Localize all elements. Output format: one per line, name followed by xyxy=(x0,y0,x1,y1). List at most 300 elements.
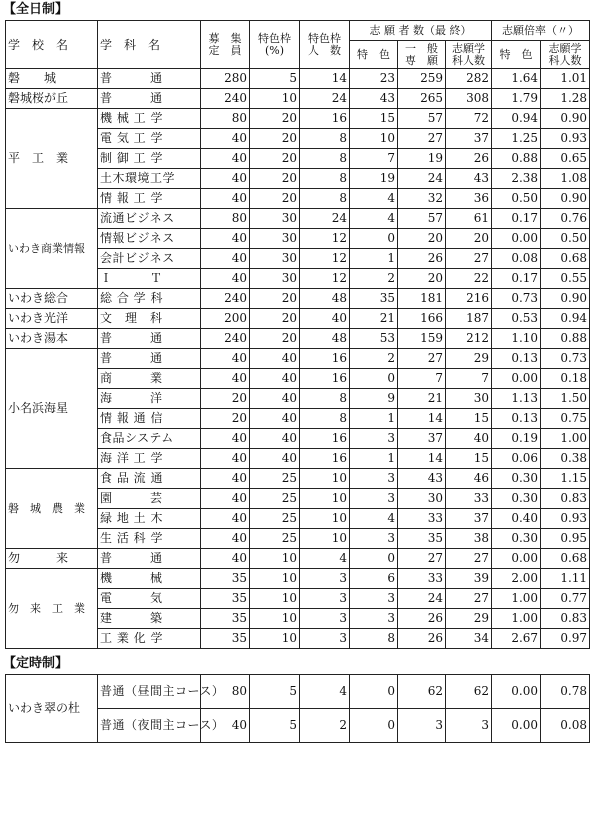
ratio-dept-cell: 0.50 xyxy=(541,229,590,249)
app-general-cell: 26 xyxy=(398,249,446,269)
special-count-cell: 8 xyxy=(300,409,350,429)
ratio-dept-cell: 1.28 xyxy=(541,89,590,109)
header-special-count: 特色枠 人 数 xyxy=(300,21,350,69)
app-special-cell: 23 xyxy=(350,69,398,89)
table-row xyxy=(6,469,590,489)
department-cell: 食品システム xyxy=(98,429,201,449)
app-general-cell: 35 xyxy=(398,529,446,549)
header-ratio-dept: 志願学 科人数 xyxy=(541,41,590,69)
app-general-cell: 57 xyxy=(398,209,446,229)
table-row xyxy=(6,209,590,229)
app-general-cell: 57 xyxy=(398,109,446,129)
special-count-cell: 2 xyxy=(300,709,350,743)
app-dept-cell: 46 xyxy=(446,469,492,489)
ratio-special-cell: 0.00 xyxy=(492,675,541,709)
ratio-dept-cell: 0.18 xyxy=(541,369,590,389)
department-cell: 情 報 工 学 xyxy=(98,189,201,209)
app-dept-cell: 15 xyxy=(446,449,492,469)
app-special-cell: 35 xyxy=(350,289,398,309)
ratio-special-cell: 1.79 xyxy=(492,89,541,109)
quota-cell: 40 xyxy=(201,529,250,549)
special-pct-cell: 40 xyxy=(250,369,300,389)
app-special-cell: 43 xyxy=(350,89,398,109)
app-general-cell: 7 xyxy=(398,369,446,389)
app-general-cell: 37 xyxy=(398,429,446,449)
special-count-cell: 24 xyxy=(300,89,350,109)
ratio-dept-cell: 0.90 xyxy=(541,109,590,129)
header-app-special: 特 色 xyxy=(350,41,398,69)
special-pct-cell: 10 xyxy=(250,609,300,629)
table-row xyxy=(6,329,590,349)
table-row xyxy=(6,675,590,709)
department-cell: 普 通 xyxy=(98,69,201,89)
quota-cell: 240 xyxy=(201,329,250,349)
app-dept-cell: 216 xyxy=(446,289,492,309)
school-name: 勿 来 xyxy=(6,549,98,569)
special-pct-cell: 5 xyxy=(250,675,300,709)
special-pct-cell: 25 xyxy=(250,489,300,509)
special-count-cell: 10 xyxy=(300,529,350,549)
special-pct-cell: 5 xyxy=(250,69,300,89)
app-general-cell: 32 xyxy=(398,189,446,209)
special-pct-cell: 10 xyxy=(250,569,300,589)
ratio-special-cell: 1.64 xyxy=(492,69,541,89)
special-pct-cell: 25 xyxy=(250,509,300,529)
app-special-cell: 0 xyxy=(350,229,398,249)
ratio-dept-cell: 0.78 xyxy=(541,675,590,709)
app-general-cell: 14 xyxy=(398,449,446,469)
ratio-special-cell: 0.30 xyxy=(492,489,541,509)
department-cell: 普 通 xyxy=(98,89,201,109)
special-count-cell: 8 xyxy=(300,169,350,189)
special-count-cell: 14 xyxy=(300,69,350,89)
department-cell: 普 通 xyxy=(98,549,201,569)
app-special-cell: 9 xyxy=(350,389,398,409)
special-count-cell: 3 xyxy=(300,609,350,629)
teiji-table xyxy=(5,674,590,743)
app-dept-cell: 27 xyxy=(446,249,492,269)
ratio-dept-cell: 0.83 xyxy=(541,609,590,629)
special-count-cell: 8 xyxy=(300,129,350,149)
ratio-special-cell: 1.10 xyxy=(492,329,541,349)
ratio-special-cell: 0.30 xyxy=(492,529,541,549)
school-name: 平 工 業 xyxy=(6,109,98,209)
app-special-cell: 3 xyxy=(350,589,398,609)
special-count-cell: 3 xyxy=(300,629,350,649)
ratio-special-cell: 0.40 xyxy=(492,509,541,529)
quota-cell: 80 xyxy=(201,209,250,229)
department-cell: 食 品 流 通 xyxy=(98,469,201,489)
department-cell: 機 械 xyxy=(98,569,201,589)
department-cell: 普 通 xyxy=(98,349,201,369)
app-special-cell: 2 xyxy=(350,269,398,289)
special-pct-cell: 40 xyxy=(250,349,300,369)
header-ratio-special: 特 色 xyxy=(492,41,541,69)
app-general-cell: 27 xyxy=(398,349,446,369)
quota-cell: 40 xyxy=(201,189,250,209)
table-row xyxy=(6,289,590,309)
department-cell: 情報ビジネス xyxy=(98,229,201,249)
special-pct-cell: 10 xyxy=(250,629,300,649)
ratio-special-cell: 0.17 xyxy=(492,269,541,289)
school-name: いわき総合 xyxy=(6,289,98,309)
special-count-cell: 3 xyxy=(300,569,350,589)
quota-cell: 40 xyxy=(201,229,250,249)
quota-cell: 200 xyxy=(201,309,250,329)
special-count-cell: 16 xyxy=(300,429,350,449)
quota-cell: 240 xyxy=(201,289,250,309)
teiji-body xyxy=(6,675,590,743)
ratio-dept-cell: 1.50 xyxy=(541,389,590,409)
table-row xyxy=(6,549,590,569)
app-general-cell: 24 xyxy=(398,169,446,189)
department-cell: 情 報 通 信 xyxy=(98,409,201,429)
ratio-dept-cell: 1.01 xyxy=(541,69,590,89)
ratio-dept-cell: 0.08 xyxy=(541,709,590,743)
special-pct-cell: 20 xyxy=(250,329,300,349)
quota-cell: 40 xyxy=(201,149,250,169)
app-general-cell: 33 xyxy=(398,509,446,529)
ratio-dept-cell: 0.77 xyxy=(541,589,590,609)
department-cell: 生 活 科 学 xyxy=(98,529,201,549)
app-dept-cell: 37 xyxy=(446,509,492,529)
ratio-dept-cell: 1.08 xyxy=(541,169,590,189)
special-pct-cell: 10 xyxy=(250,589,300,609)
app-special-cell: 0 xyxy=(350,549,398,569)
special-pct-cell: 20 xyxy=(250,309,300,329)
special-count-cell: 16 xyxy=(300,109,350,129)
app-special-cell: 0 xyxy=(350,675,398,709)
quota-cell: 40 xyxy=(201,249,250,269)
special-count-cell: 8 xyxy=(300,389,350,409)
app-general-cell: 166 xyxy=(398,309,446,329)
app-general-cell: 19 xyxy=(398,149,446,169)
app-special-cell: 3 xyxy=(350,529,398,549)
ratio-dept-cell: 0.97 xyxy=(541,629,590,649)
app-special-cell: 4 xyxy=(350,509,398,529)
ratio-special-cell: 0.13 xyxy=(492,349,541,369)
app-special-cell: 15 xyxy=(350,109,398,129)
app-general-cell: 14 xyxy=(398,409,446,429)
app-dept-cell: 29 xyxy=(446,609,492,629)
app-dept-cell: 15 xyxy=(446,409,492,429)
app-special-cell: 4 xyxy=(350,189,398,209)
quota-cell: 80 xyxy=(201,675,250,709)
app-dept-cell: 62 xyxy=(446,675,492,709)
special-pct-cell: 40 xyxy=(250,429,300,449)
ratio-dept-cell: 1.00 xyxy=(541,429,590,449)
app-dept-cell: 43 xyxy=(446,169,492,189)
ratio-special-cell: 0.73 xyxy=(492,289,541,309)
department-cell: 文 理 科 xyxy=(98,309,201,329)
special-pct-cell: 30 xyxy=(250,229,300,249)
quota-cell: 35 xyxy=(201,609,250,629)
quota-cell: 40 xyxy=(201,129,250,149)
ratio-dept-cell: 0.95 xyxy=(541,529,590,549)
app-special-cell: 0 xyxy=(350,709,398,743)
special-count-cell: 24 xyxy=(300,209,350,229)
quota-cell: 40 xyxy=(201,509,250,529)
department-cell: 建 築 xyxy=(98,609,201,629)
app-dept-cell: 20 xyxy=(446,229,492,249)
app-general-cell: 181 xyxy=(398,289,446,309)
department-cell: 電 気 工 学 xyxy=(98,129,201,149)
app-dept-cell: 308 xyxy=(446,89,492,109)
ratio-dept-cell: 0.90 xyxy=(541,289,590,309)
app-dept-cell: 37 xyxy=(446,129,492,149)
app-dept-cell: 22 xyxy=(446,269,492,289)
app-dept-cell: 7 xyxy=(446,369,492,389)
app-special-cell: 6 xyxy=(350,569,398,589)
special-count-cell: 48 xyxy=(300,289,350,309)
table-row xyxy=(6,69,590,89)
app-special-cell: 0 xyxy=(350,369,398,389)
zennichi-section-title: 【全日制】 xyxy=(3,2,69,17)
ratio-special-cell: 0.19 xyxy=(492,429,541,449)
special-count-cell: 8 xyxy=(300,189,350,209)
quota-cell: 280 xyxy=(201,69,250,89)
app-dept-cell: 39 xyxy=(446,569,492,589)
app-dept-cell: 61 xyxy=(446,209,492,229)
special-pct-cell: 25 xyxy=(250,469,300,489)
app-special-cell: 53 xyxy=(350,329,398,349)
quota-cell: 240 xyxy=(201,89,250,109)
table-row xyxy=(6,309,590,329)
ratio-special-cell: 2.00 xyxy=(492,569,541,589)
ratio-special-cell: 2.67 xyxy=(492,629,541,649)
app-special-cell: 8 xyxy=(350,629,398,649)
ratio-special-cell: 0.17 xyxy=(492,209,541,229)
department-cell: 会計ビジネス xyxy=(98,249,201,269)
app-general-cell: 26 xyxy=(398,629,446,649)
ratio-special-cell: 0.08 xyxy=(492,249,541,269)
special-pct-cell: 30 xyxy=(250,209,300,229)
special-count-cell: 16 xyxy=(300,349,350,369)
school-name: いわき翠の杜 xyxy=(6,675,98,743)
table-row xyxy=(6,89,590,109)
ratio-special-cell: 0.94 xyxy=(492,109,541,129)
teiji-section-title: 【定時制】 xyxy=(3,656,69,671)
special-pct-cell: 40 xyxy=(250,449,300,469)
ratio-dept-cell: 0.55 xyxy=(541,269,590,289)
ratio-dept-cell: 0.65 xyxy=(541,149,590,169)
app-dept-cell: 33 xyxy=(446,489,492,509)
app-dept-cell: 187 xyxy=(446,309,492,329)
special-count-cell: 40 xyxy=(300,309,350,329)
app-special-cell: 7 xyxy=(350,149,398,169)
quota-cell: 40 xyxy=(201,269,250,289)
special-count-cell: 10 xyxy=(300,509,350,529)
special-pct-cell: 20 xyxy=(250,169,300,189)
special-pct-cell: 40 xyxy=(250,409,300,429)
quota-cell: 40 xyxy=(201,429,250,449)
app-dept-cell: 38 xyxy=(446,529,492,549)
app-general-cell: 159 xyxy=(398,329,446,349)
special-count-cell: 48 xyxy=(300,329,350,349)
special-count-cell: 4 xyxy=(300,549,350,569)
quota-cell: 40 xyxy=(201,169,250,189)
quota-cell: 40 xyxy=(201,489,250,509)
table-row xyxy=(6,569,590,589)
ratio-special-cell: 1.00 xyxy=(492,609,541,629)
special-pct-cell: 20 xyxy=(250,289,300,309)
school-name: 磐 城 xyxy=(6,69,98,89)
app-general-cell: 26 xyxy=(398,609,446,629)
school-name: いわき光洋 xyxy=(6,309,98,329)
table-row xyxy=(6,349,590,369)
quota-cell: 40 xyxy=(201,549,250,569)
ratio-dept-cell: 0.68 xyxy=(541,249,590,269)
app-special-cell: 1 xyxy=(350,449,398,469)
app-special-cell: 3 xyxy=(350,429,398,449)
quota-cell: 40 xyxy=(201,469,250,489)
ratio-special-cell: 1.00 xyxy=(492,589,541,609)
school-name: いわき商業情報 xyxy=(6,209,98,289)
app-general-cell: 27 xyxy=(398,549,446,569)
ratio-dept-cell: 0.73 xyxy=(541,349,590,369)
quota-cell: 20 xyxy=(201,409,250,429)
school-name: 磐城桜が丘 xyxy=(6,89,98,109)
ratio-dept-cell: 0.38 xyxy=(541,449,590,469)
app-dept-cell: 29 xyxy=(446,349,492,369)
ratio-dept-cell: 0.68 xyxy=(541,549,590,569)
app-dept-cell: 72 xyxy=(446,109,492,129)
special-pct-cell: 10 xyxy=(250,549,300,569)
department-cell: 電 気 xyxy=(98,589,201,609)
quota-cell: 20 xyxy=(201,389,250,409)
app-general-cell: 20 xyxy=(398,229,446,249)
header-app-general: 一 般 専 願 xyxy=(398,41,446,69)
special-count-cell: 3 xyxy=(300,589,350,609)
special-count-cell: 10 xyxy=(300,469,350,489)
department-cell: 普通（昼間主コース） xyxy=(98,675,201,709)
ratio-dept-cell: 1.11 xyxy=(541,569,590,589)
ratio-dept-cell: 0.90 xyxy=(541,189,590,209)
special-count-cell: 8 xyxy=(300,149,350,169)
app-general-cell: 43 xyxy=(398,469,446,489)
special-count-cell: 12 xyxy=(300,269,350,289)
ratio-special-cell: 0.00 xyxy=(492,369,541,389)
app-dept-cell: 36 xyxy=(446,189,492,209)
zennichi-table xyxy=(5,20,590,649)
department-cell: 流通ビジネス xyxy=(98,209,201,229)
app-general-cell: 27 xyxy=(398,129,446,149)
app-general-cell: 259 xyxy=(398,69,446,89)
department-cell: Ｉ Ｔ xyxy=(98,269,201,289)
ratio-dept-cell: 0.76 xyxy=(541,209,590,229)
header-applicants-group: 志 願 者 数（最 終） xyxy=(350,21,492,41)
ratio-special-cell: 1.13 xyxy=(492,389,541,409)
department-cell: 機 械 工 学 xyxy=(98,109,201,129)
ratio-special-cell: 0.30 xyxy=(492,469,541,489)
app-dept-cell: 27 xyxy=(446,549,492,569)
app-dept-cell: 3 xyxy=(446,709,492,743)
quota-cell: 35 xyxy=(201,569,250,589)
app-special-cell: 19 xyxy=(350,169,398,189)
ratio-dept-cell: 0.88 xyxy=(541,329,590,349)
department-cell: 普 通 xyxy=(98,329,201,349)
app-general-cell: 62 xyxy=(398,675,446,709)
special-count-cell: 12 xyxy=(300,229,350,249)
special-pct-cell: 20 xyxy=(250,129,300,149)
app-general-cell: 20 xyxy=(398,269,446,289)
department-cell: 海 洋 工 学 xyxy=(98,449,201,469)
ratio-special-cell: 0.50 xyxy=(492,189,541,209)
header-ratio-group: 志願倍率（〃） xyxy=(492,21,590,41)
app-general-cell: 24 xyxy=(398,589,446,609)
app-dept-cell: 30 xyxy=(446,389,492,409)
special-count-cell: 4 xyxy=(300,675,350,709)
header-quota: 募 集 定 員 xyxy=(201,21,250,69)
ratio-special-cell: 0.88 xyxy=(492,149,541,169)
ratio-special-cell: 1.25 xyxy=(492,129,541,149)
header-special-pct: 特色枠 (%) xyxy=(250,21,300,69)
app-general-cell: 33 xyxy=(398,569,446,589)
app-special-cell: 3 xyxy=(350,469,398,489)
special-pct-cell: 10 xyxy=(250,89,300,109)
app-special-cell: 3 xyxy=(350,609,398,629)
special-count-cell: 10 xyxy=(300,489,350,509)
ratio-dept-cell: 1.15 xyxy=(541,469,590,489)
department-cell: 普通（夜間主コース） xyxy=(98,709,201,743)
zennichi-body xyxy=(6,69,590,649)
special-pct-cell: 40 xyxy=(250,389,300,409)
ratio-special-cell: 0.53 xyxy=(492,309,541,329)
special-pct-cell: 25 xyxy=(250,529,300,549)
app-general-cell: 30 xyxy=(398,489,446,509)
special-pct-cell: 20 xyxy=(250,109,300,129)
department-cell: 園 芸 xyxy=(98,489,201,509)
department-cell: 商 業 xyxy=(98,369,201,389)
school-name: 勿 来 工 業 xyxy=(6,569,98,649)
quota-cell: 35 xyxy=(201,589,250,609)
app-dept-cell: 26 xyxy=(446,149,492,169)
app-dept-cell: 282 xyxy=(446,69,492,89)
quota-cell: 40 xyxy=(201,449,250,469)
app-special-cell: 1 xyxy=(350,409,398,429)
app-dept-cell: 27 xyxy=(446,589,492,609)
app-special-cell: 21 xyxy=(350,309,398,329)
school-name: いわき湯本 xyxy=(6,329,98,349)
ratio-special-cell: 0.00 xyxy=(492,709,541,743)
app-special-cell: 1 xyxy=(350,249,398,269)
special-pct-cell: 30 xyxy=(250,249,300,269)
special-count-cell: 16 xyxy=(300,449,350,469)
school-name: 磐 城 農 業 xyxy=(6,469,98,549)
quota-cell: 80 xyxy=(201,109,250,129)
ratio-dept-cell: 0.94 xyxy=(541,309,590,329)
department-cell: 制 御 工 学 xyxy=(98,149,201,169)
ratio-dept-cell: 0.75 xyxy=(541,409,590,429)
department-cell: 緑 地 土 木 xyxy=(98,509,201,529)
app-general-cell: 21 xyxy=(398,389,446,409)
header-school: 学 校 名 xyxy=(6,21,98,69)
special-count-cell: 12 xyxy=(300,249,350,269)
ratio-special-cell: 0.00 xyxy=(492,549,541,569)
app-general-cell: 265 xyxy=(398,89,446,109)
ratio-special-cell: 2.38 xyxy=(492,169,541,189)
quota-cell: 40 xyxy=(201,709,250,743)
quota-cell: 40 xyxy=(201,349,250,369)
department-cell: 総 合 学 科 xyxy=(98,289,201,309)
app-dept-cell: 212 xyxy=(446,329,492,349)
app-special-cell: 10 xyxy=(350,129,398,149)
app-special-cell: 3 xyxy=(350,489,398,509)
ratio-dept-cell: 0.93 xyxy=(541,509,590,529)
header-department: 学 科 名 xyxy=(98,21,201,69)
department-cell: 海 洋 xyxy=(98,389,201,409)
app-special-cell: 2 xyxy=(350,349,398,369)
